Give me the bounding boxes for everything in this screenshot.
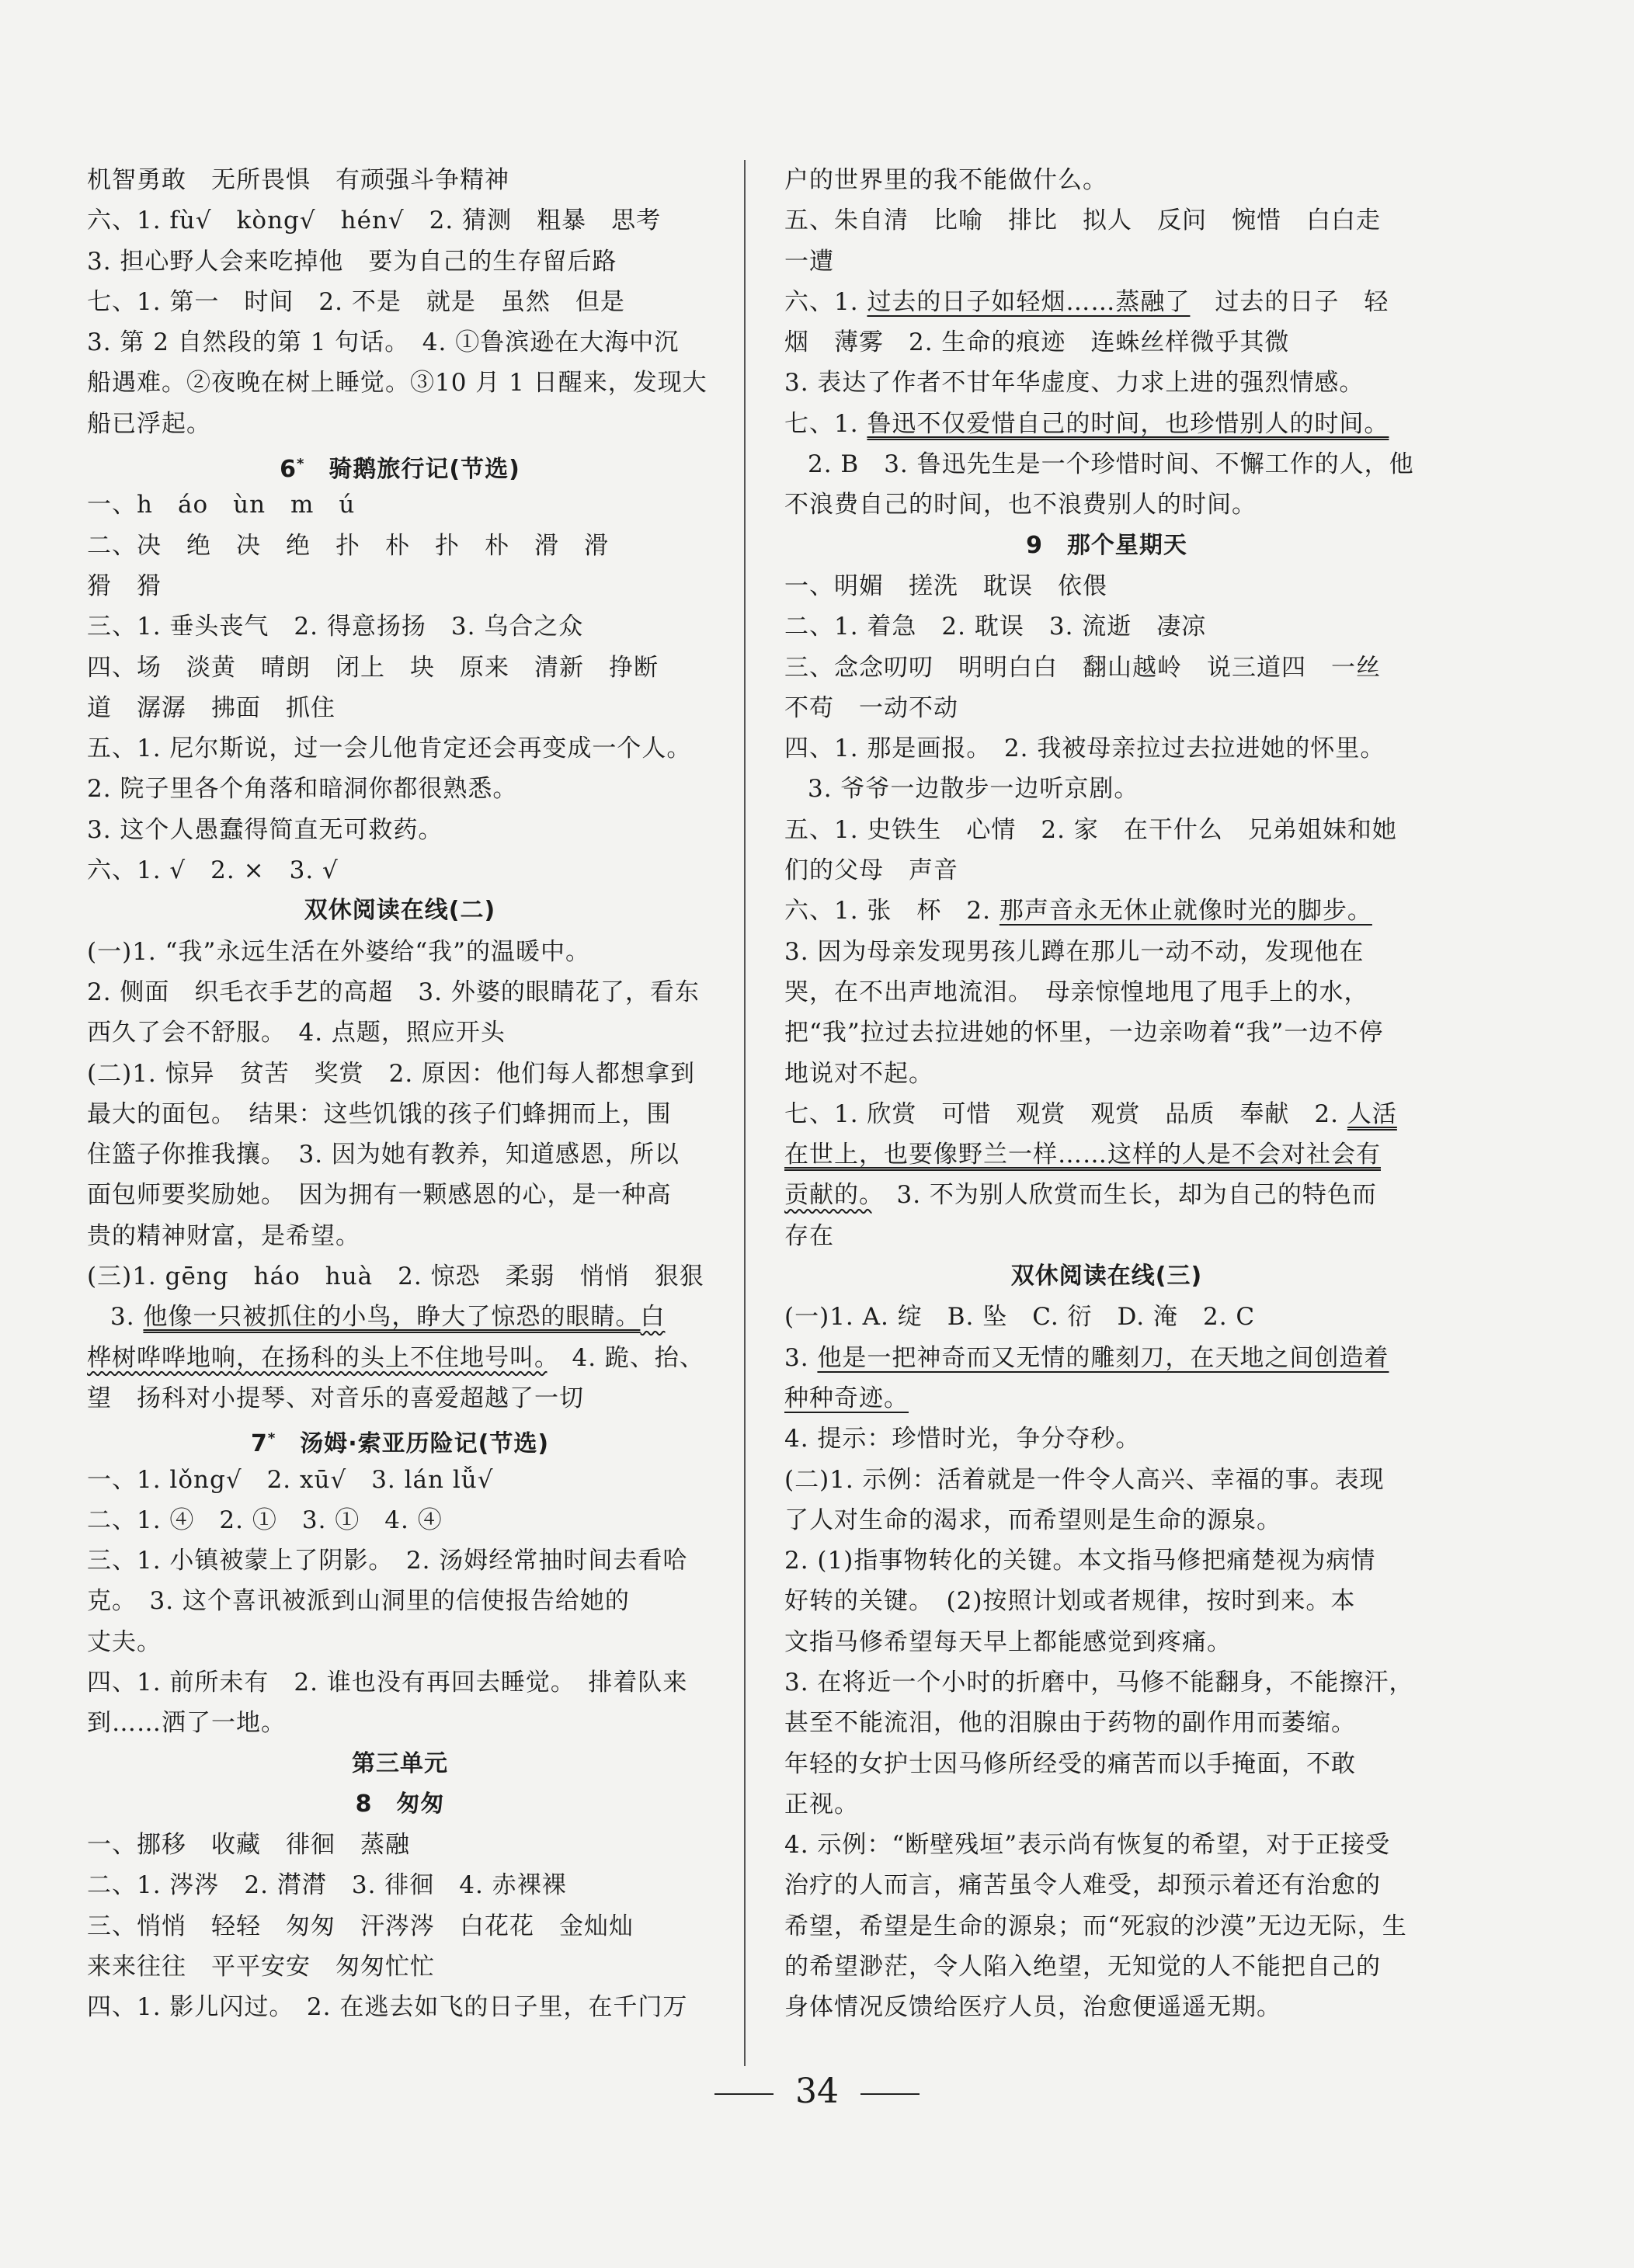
optional-lesson-mark: * (267, 1430, 276, 1447)
text-run: 他像一只被抓住的小鸟，睁大了惊恐的眼睛。 (143, 1303, 641, 1332)
text-run: 一、1. lǒng√ 2. xū√ 3. lán lǚ√ (87, 1465, 494, 1494)
optional-lesson-mark: * (297, 456, 305, 473)
text-run: 二、决 绝 决 绝 扑 朴 扑 朴 滑 滑 (87, 531, 609, 560)
left-line (87, 1662, 713, 1703)
text-run: 治疗的人而言，痛苦虽令人难受，却预示着还有治愈的 (784, 1871, 1381, 1900)
left-line (87, 1703, 713, 1743)
right-line (784, 1622, 1429, 1662)
text-run: 种种奇迹。 (784, 1384, 909, 1412)
right-line (784, 1500, 1429, 1540)
text-run: 3. 担心野人会来吃掉他 要为自己的生存留后路 (87, 247, 617, 276)
text-run: 了人对生命的渴求，而希望则是生命的源泉。 (784, 1506, 1281, 1534)
text-run: 不苟 一动不动 (784, 693, 958, 722)
left-line (87, 322, 713, 363)
left-line (87, 1134, 713, 1175)
text-run: 一、明媚 搓洗 耽误 依偎 (784, 571, 1107, 600)
lesson-number: 7 (250, 1430, 268, 1458)
left-line (87, 160, 713, 200)
text-run: 他是一把神奇而又无情的雕刻刀，在天地之间创造着 (817, 1343, 1389, 1372)
text-run: 五、1. 史铁生 心情 2. 家 在干什么 兄弟姐妹和她 (784, 815, 1397, 844)
right-line (784, 1297, 1429, 1337)
left-line (87, 1581, 713, 1621)
left-column (87, 160, 713, 2028)
text-run: 双休阅读在线(二) (304, 897, 496, 925)
right-line (784, 1175, 1429, 1215)
text-run: 3. 在将近一个小时的折磨中，马修不能翻身，不能擦汗， (784, 1668, 1414, 1697)
left-section-heading (87, 1419, 713, 1459)
text-run: 户的世界里的我不能做什么。 (784, 166, 1107, 194)
text-run: 四、场 淡黄 晴朗 闭上 块 原来 清新 挣断 (87, 653, 659, 682)
right-line (784, 566, 1429, 606)
text-run: 把“我”拉过去拉进她的怀里，一边亲吻着“我”一边不停 (784, 1019, 1384, 1047)
left-line (87, 1865, 713, 1905)
text-run: 人活 (1347, 1099, 1397, 1128)
right-line (784, 1134, 1429, 1175)
left-line (87, 363, 713, 403)
text-run: 在世上，也要像野兰一样……这样的人是不会对社会有 (784, 1141, 1381, 1169)
left-line (87, 972, 713, 1012)
right-line (784, 200, 1429, 241)
left-line (87, 810, 713, 850)
text-run: 烟 薄雾 2. 生命的痕迹 连蛛丝样微乎其微 (784, 328, 1290, 357)
text-run: 4. 提示：珍惜时光，争分夺秒。 (784, 1425, 1141, 1454)
text-run: 第三单元 (352, 1749, 448, 1777)
page-number-dash-right (860, 2093, 920, 2095)
text-run: 文指马修希望每天早上都能感觉到疼痛。 (784, 1627, 1232, 1656)
left-line (87, 1947, 713, 1987)
left-line (87, 1378, 713, 1419)
text-run: 七、1. 第一 时间 2. 不是 就是 虽然 但是 (87, 287, 625, 316)
text-run: 4. 跪、抬、 (547, 1343, 704, 1372)
text-run: (二)1. 惊异 贫苦 奖赏 2. 原因：他们每人都想拿到 (87, 1059, 696, 1088)
left-line (87, 932, 713, 972)
text-run: 们的父母 声音 (784, 856, 958, 885)
left-line (87, 688, 713, 728)
left-line (87, 1906, 713, 1947)
right-line (784, 1378, 1429, 1419)
right-line (784, 1012, 1429, 1053)
right-line (784, 972, 1429, 1012)
right-line (784, 322, 1429, 363)
right-line (784, 1865, 1429, 1905)
right-line (784, 1460, 1429, 1500)
text-run: 五、1. 尼尔斯说，过一会儿他肯定还会再变成一个人。 (87, 735, 692, 763)
text-run: 2. 院子里各个角落和暗洞你都很熟悉。 (87, 775, 518, 804)
text-run: 好转的关键。 (2)按照计划或者规律，按时到来。本 (784, 1587, 1356, 1616)
text-run: (一)1. A. 绽 B. 坠 C. 衍 D. 淹 2. C (784, 1303, 1256, 1332)
left-line (87, 1338, 713, 1378)
left-line (87, 200, 713, 241)
right-line (784, 1906, 1429, 1947)
text-run: 过去的日子如轻烟……蒸融了 (867, 287, 1191, 316)
text-run: 四、1. 那是画报。 2. 我被母亲拉过去拉进她的怀里。 (784, 735, 1385, 763)
text-run: 望 扬科对小提琴、对音乐的喜爱超越了一切 (87, 1384, 584, 1412)
text-run: 船遇难。②夜晚在树上睡觉。③10 月 1 日醒来，发现大 (87, 369, 707, 398)
text-run: (一)1. “我”永远生活在外婆给“我”的温暖中。 (87, 937, 591, 966)
text-run: 年轻的女护士因马修所经受的痛苦而以手掩面，不敢 (784, 1749, 1356, 1778)
right-line (784, 850, 1429, 891)
right-line (784, 1054, 1429, 1094)
right-line (784, 1825, 1429, 1865)
text-run: 机智勇敢 无所畏惧 有顽强斗争精神 (87, 166, 509, 194)
right-line (784, 1947, 1429, 1987)
right-line (784, 363, 1429, 403)
text-run: 六、1. (784, 287, 867, 316)
left-section-heading (87, 891, 713, 931)
text-run: 来来往往 平平安安 匆匆忙忙 (87, 1953, 435, 1981)
text-run: 到……洒了一地。 (87, 1709, 286, 1738)
left-line (87, 850, 713, 891)
left-line (87, 1500, 713, 1540)
right-line (784, 1987, 1429, 2027)
text-run: 9 那个星期天 (1026, 531, 1187, 559)
text-run: 六、1. 张 杯 2. (784, 897, 1000, 926)
page-number: 34 (795, 2072, 839, 2111)
text-run: 一遭 (784, 247, 834, 276)
right-line (784, 1784, 1429, 1825)
right-line (784, 688, 1429, 728)
right-line (784, 444, 1429, 485)
text-run (665, 1303, 690, 1331)
text-run: 船已浮起。 (87, 409, 211, 438)
right-line (784, 891, 1429, 931)
text-run: 身体情况反馈给医疗人员，治愈便遥遥无期。 (784, 1993, 1281, 2022)
right-line (784, 1216, 1429, 1256)
right-line (784, 404, 1429, 444)
text-run: 西久了会不舒服。 4. 点题，照应开头 (87, 1019, 506, 1047)
text-run: 二、1. 涔涔 2. 潸潸 3. 徘徊 4. 赤裸裸 (87, 1871, 567, 1900)
text-run: 3. 爷爷一边散步一边听京剧。 (808, 775, 1139, 804)
text-run: 双休阅读在线(三) (1010, 1263, 1203, 1290)
right-line (784, 1662, 1429, 1703)
right-line (784, 485, 1429, 525)
text-run: 3. (784, 1343, 818, 1372)
left-line (87, 566, 713, 606)
text-run: 二、1. ④ 2. ① 3. ① 4. ④ (87, 1506, 443, 1534)
page-number-footer (0, 2072, 1634, 2111)
text-run: 2. (1)指事物转化的关键。本文指马修把痛楚视为病情 (784, 1547, 1376, 1575)
text-run: 三、念念叨叨 明明白白 翻山越岭 说三道四 一丝 (784, 653, 1381, 682)
text-run: 七、1. (784, 409, 867, 438)
left-line (87, 526, 713, 566)
text-run: 三、1. 垂头丧气 2. 得意扬扬 3. 乌合之众 (87, 613, 584, 641)
left-line (87, 648, 713, 688)
text-run: (二)1. 示例：活着就是一件令人高兴、幸福的事。表现 (784, 1465, 1385, 1494)
text-run: 3. 第 2 自然段的第 1 句话。 4. ①鲁滨逊在大海中沉 (87, 328, 680, 357)
text-run: 最大的面包。 结果：这些饥饿的孩子们蜂拥而上，围 (87, 1099, 672, 1128)
lesson-number: 6 (280, 456, 297, 484)
text-run: 存在 (784, 1221, 834, 1250)
text-run: 贵的精神财富，是希望。 (87, 1221, 360, 1250)
text-run: 2. 侧面 织毛衣手艺的高超 3. 外婆的眼睛花了，看东 (87, 978, 700, 1006)
left-line (87, 282, 713, 322)
text-run: 桦树哗哗地响，在扬科的头上不住地号叫。 (87, 1343, 548, 1372)
text-run: 克。 3. 这个喜讯被派到山洞里的信使报告给她的 (87, 1587, 630, 1616)
left-line (87, 485, 713, 525)
text-run: 甚至不能流泪，他的泪腺由于药物的副作用而萎缩。 (784, 1709, 1356, 1738)
left-line (87, 241, 713, 282)
left-line (87, 1297, 713, 1337)
left-line (87, 1460, 713, 1500)
text-run: 2. B 3. 鲁迅先生是一个珍惜时间、不懈工作的人，他 (808, 450, 1414, 479)
left-line (87, 1012, 713, 1053)
right-line (784, 1703, 1429, 1743)
left-line (87, 404, 713, 444)
left-line (87, 1825, 713, 1865)
text-run: 五、朱自清 比喻 排比 拟人 反问 惋惜 白白走 (784, 207, 1381, 235)
text-run: 道 潺潺 拂面 抓住 (87, 693, 335, 722)
right-section-heading (784, 526, 1429, 566)
text-run: 贡献的。 (784, 1181, 872, 1210)
right-line (784, 648, 1429, 688)
left-line (87, 1054, 713, 1094)
text-run: 白 (640, 1303, 666, 1332)
right-line (784, 241, 1429, 282)
right-line (784, 1419, 1429, 1459)
right-line (784, 728, 1429, 769)
right-line (784, 769, 1429, 809)
left-line (87, 1540, 713, 1581)
text-run: 三、悄悄 轻轻 匆匆 汗涔涔 白花花 金灿灿 (87, 1912, 634, 1940)
text-run: 住篮子你推我攘。 3. 因为她有教养，知道感恩，所以 (87, 1141, 680, 1169)
text-run: (三)1. gēng háo huà 2. 惊恐 柔弱 悄悄 狠狠 (87, 1263, 704, 1291)
right-line (784, 932, 1429, 972)
text-run: 六、1. fù√ kòng√ hén√ 2. 猜测 粗暴 思考 (87, 207, 662, 235)
left-line (87, 1175, 713, 1215)
left-line (87, 1987, 713, 2027)
text-run: 的希望渺茫，令人陷入绝望，无知觉的人不能把自己的 (784, 1953, 1381, 1981)
page-number-dash-left (714, 2093, 774, 2095)
right-line (784, 1094, 1429, 1134)
text-run: 四、1. 前所未有 2. 谁也没有再回去睡觉。 排着队来 (87, 1668, 688, 1697)
text-run: 六、1. √ 2. × 3. √ (87, 856, 339, 885)
right-line (784, 1744, 1429, 1784)
left-line (87, 606, 713, 647)
left-line (87, 1094, 713, 1134)
right-section-heading (784, 1256, 1429, 1297)
column-divider (744, 160, 746, 2066)
text-run: 3. 不为别人欣赏而生长，却为自己的特色而 (871, 1181, 1377, 1210)
text-run: 七、1. 欣赏 可惜 观赏 观赏 品质 奉献 2. (784, 1099, 1347, 1128)
right-line (784, 1540, 1429, 1581)
right-line (784, 1338, 1429, 1378)
text-run: 3. 表达了作者不甘年华虚度、力求上进的强烈情感。 (784, 369, 1365, 398)
text-run: 3. 这个人愚蠢得简直无可救药。 (87, 815, 443, 844)
text-run: 那声音永无休止就像时光的脚步。 (999, 897, 1372, 926)
left-line (87, 728, 713, 769)
right-line (784, 160, 1429, 200)
text-run: 汤姆·索亚历险记(节选) (276, 1430, 550, 1458)
left-line (87, 1622, 713, 1662)
text-run: 四、1. 影儿闪过。 2. 在逃去如飞的日子里，在千门万 (87, 1993, 688, 2022)
text-run: 不浪费自己的时间，也不浪费别人的时间。 (784, 491, 1257, 519)
text-run: 4. 示例：“断壁残垣”表示尚有恢复的希望，对于正接受 (784, 1831, 1391, 1860)
text-run: 一、挪移 收藏 徘徊 蒸融 (87, 1831, 410, 1860)
text-run: 8 匆匆 (355, 1790, 445, 1818)
text-run: 三、1. 小镇被蒙上了阴影。 2. 汤姆经常抽时间去看哈 (87, 1547, 688, 1575)
left-section-heading (87, 1744, 713, 1784)
text-run: 希望，希望是生命的源泉；而“死寂的沙漠”无边无际，生 (784, 1912, 1407, 1940)
text-run: 丈夫。 (87, 1627, 162, 1656)
text-run: 地说对不起。 (784, 1059, 933, 1088)
text-run: 一、h áo ùn m ú (87, 491, 356, 519)
right-line (784, 282, 1429, 322)
text-run: 面包师要奖励她。 因为拥有一颗感恩的心，是一种高 (87, 1181, 672, 1210)
left-line (87, 1216, 713, 1256)
text-run: 3. (110, 1303, 144, 1332)
right-line (784, 606, 1429, 647)
text-run: 鲁迅不仅爱惜自己的时间，也珍惜别人的时间。 (867, 409, 1389, 438)
left-section-heading (87, 444, 713, 485)
right-line (784, 1581, 1429, 1621)
text-run: 二、1. 着急 2. 耽误 3. 流逝 凄凉 (784, 613, 1207, 641)
text-run: 骑鹅旅行记(节选) (304, 456, 520, 484)
right-column (784, 160, 1429, 2028)
left-section-heading (87, 1784, 713, 1825)
text-run: 3. 因为母亲发现男孩儿蹲在那儿一动不动，发现他在 (784, 937, 1365, 966)
text-run: 哭，在不出声地流泪。 母亲惊惶地甩了甩手上的水， (784, 978, 1369, 1006)
text-run: 猾 猾 (87, 571, 162, 600)
left-line (87, 1256, 713, 1297)
right-line (784, 810, 1429, 850)
text-run: 正视。 (784, 1790, 859, 1818)
text-run: 过去的日子 轻 (1190, 287, 1389, 316)
left-line (87, 769, 713, 809)
